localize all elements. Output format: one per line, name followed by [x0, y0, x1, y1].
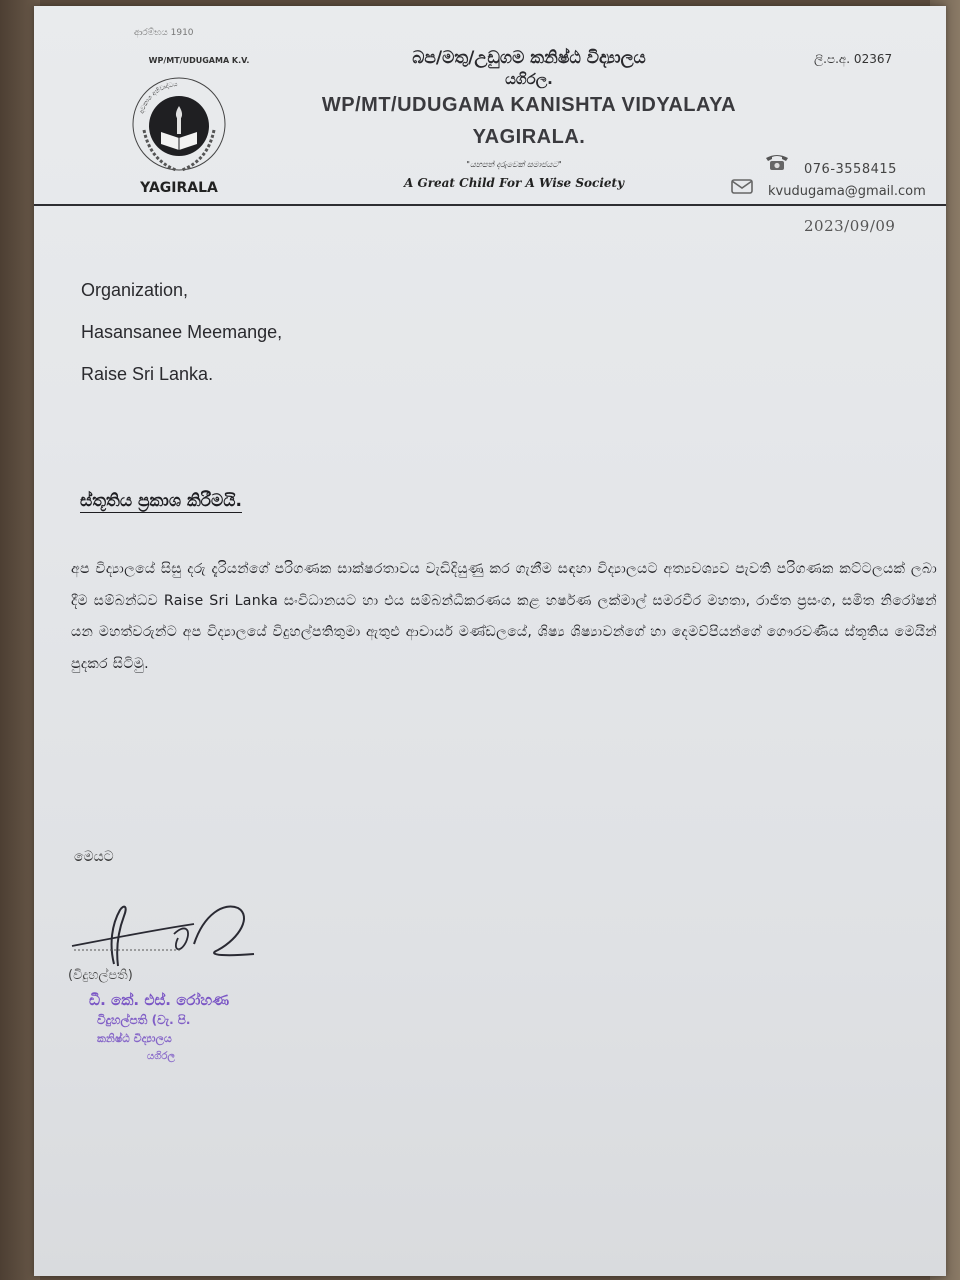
stamp-line-school: කනිෂ්ඨ විද්‍යාලය [97, 1032, 172, 1045]
recipient-line-2: Hasansanee Meemange, [81, 322, 283, 342]
stamp-line-place: යගිරල [147, 1051, 176, 1062]
envelope-icon [730, 176, 754, 196]
letter-page [34, 6, 946, 1276]
letter-date: 2023/09/09 [804, 217, 896, 235]
phone-number: 076-3558415 [804, 162, 897, 177]
letterhead-divider [34, 204, 946, 206]
school-crest-logo [124, 68, 234, 178]
logo-place-name: YAGIRALA [140, 180, 218, 196]
recipient-line-3: Raise Sri Lanka. [81, 364, 214, 384]
school-code: WP/MT/UDUGAMA K.V. [148, 56, 250, 65]
school-place-sinhala: යගිරල. [505, 70, 553, 88]
email-address: kvudugama@gmail.com [768, 184, 926, 199]
school-name-sinhala: බප/මතු/උඩුගම කනිෂ්ඨ විද්‍යාලය [412, 48, 646, 68]
stamp-line-name: ඩී. කේ. එස්. රෝහණ [89, 991, 230, 1009]
school-name-english: WP/MT/UDUGAMA KANISHTA VIDYALAYA [321, 94, 737, 116]
principal-rubber-stamp [89, 991, 369, 1071]
letter-subject: ස්තූතිය ප්‍රකාශ කිරීමයි. [80, 491, 242, 511]
logo-established-text: ආරම්භය 1910 [134, 28, 194, 38]
motto-english: A Great Child For A Wise Society [403, 176, 625, 190]
crest-arc-text: අවකාශ අභිවෘද්ධය [138, 80, 178, 115]
principal-signature [54, 894, 274, 974]
letter-body: අප විද්‍යාලයේ සිසු දරු දැරියන්ගේ පරිගණක සාක්ෂරතාවය වැඩිදියුණු කර ගැනීම සඳහා විද්‍යාලයට අත්‍යවශ්‍යව පැවති පරිගණක කට්ටලයක් ලබා දීම සම්බන්ධව Raise Sri Lanka සංවිධානයට හා එය සම්බන්ධීකරණය කළ හර්ෂණ ලක්මාල් සමරවීර මහතා, රාජිත ප්‍රසංග, සමිත නිරෝෂන් යන මහත්වරුන්ට අප විද්‍යාලයේ විදුහල්පතිතුමා ඇතුළු ආචාර්ය මණ්ඩලයේ, ශිෂ්‍ය ශිෂ්‍යාවන්ගේ හා දෙමව්පියන්ගේ ගෞරවණීය ස්තූතිය මෙයින් පුදකර සිටිමු. [71, 561, 937, 672]
signatory-title: (විදුහල්පති) [68, 968, 133, 983]
motto-sinhala: "යහපත් දරුවෙක් සමාජයට" [466, 160, 562, 169]
stamp-line-title: විදුහල්පති (වැ. පි. [97, 1013, 191, 1027]
registration-number: ලි.ප.අ. 02367 [814, 52, 893, 66]
recipient-line-1: Organization, [81, 280, 189, 300]
telephone-icon [764, 152, 790, 172]
school-place-english: YAGIRALA. [472, 126, 586, 148]
closing-text: මෙයට [74, 849, 114, 865]
